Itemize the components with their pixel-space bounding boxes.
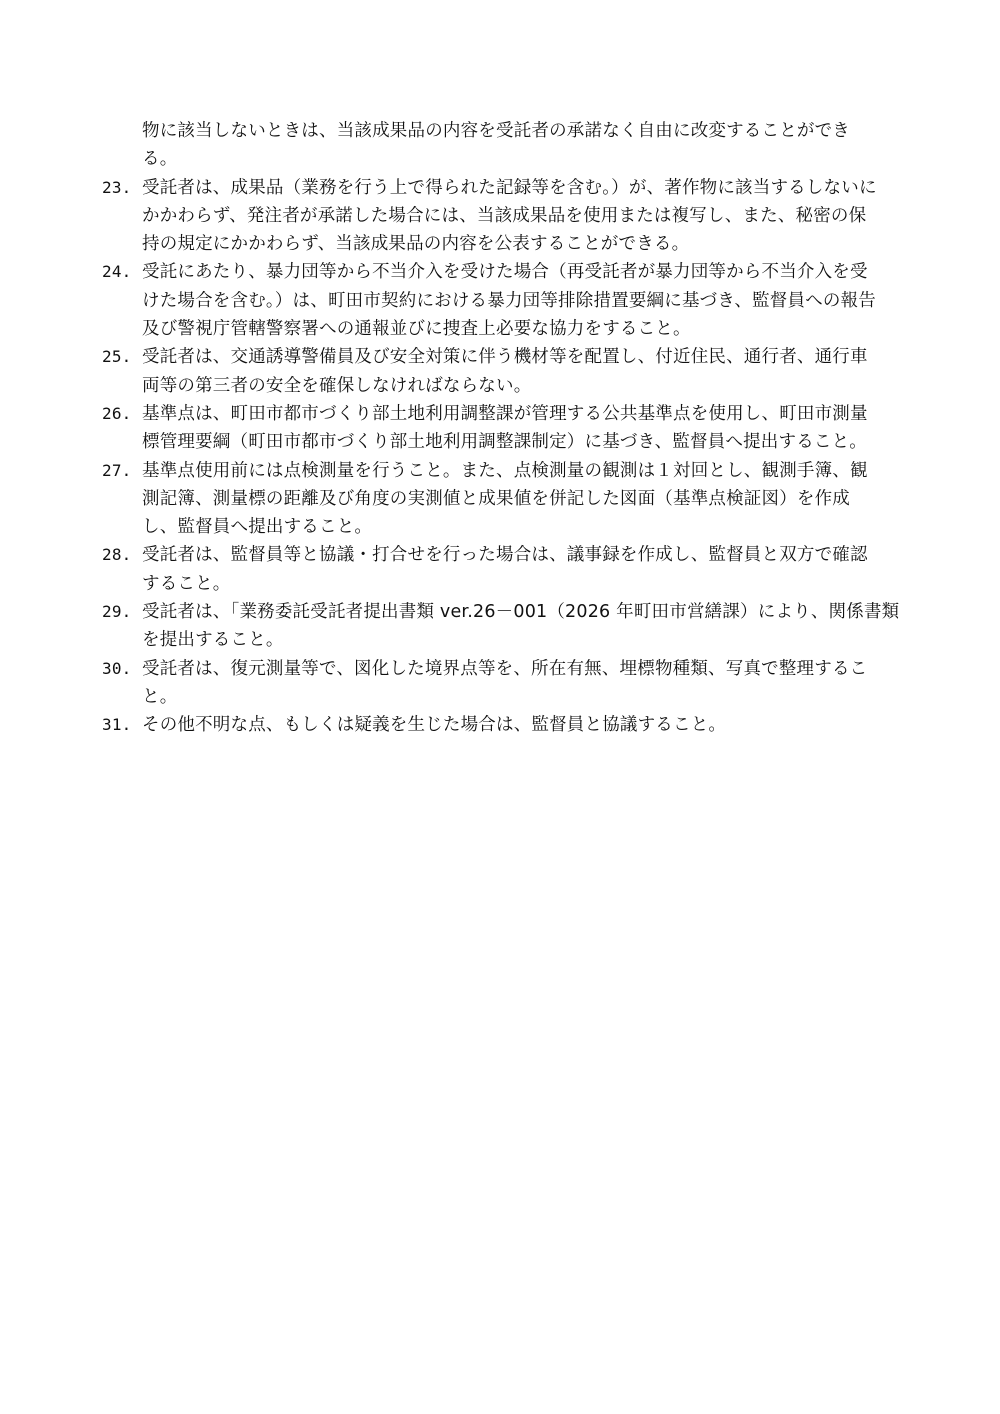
item-number: 23. bbox=[102, 177, 132, 197]
item-number: 28. bbox=[102, 545, 132, 565]
text-line: を提出すること。 bbox=[142, 630, 284, 651]
text-line: かかわらず、発注者が承諾した場合には、当該成果品を使用または複写し、また、秘密の保 bbox=[142, 205, 867, 226]
item-number: 26. bbox=[102, 403, 132, 423]
text-line: 持の規定にかかわらず、当該成果品の内容を公表することができる。 bbox=[142, 234, 690, 255]
list-item-26 bbox=[102, 400, 912, 457]
item-number: 25. bbox=[102, 347, 132, 367]
text-line: 受託者は、復元測量等で、図化した境界点等を、所在有無、埋標物種類、写真で整理するこ bbox=[142, 658, 868, 679]
text-line: 標管理要綱（町田市都市づくり部土地利用調整課制定）に基づき、監督員へ提出すること。 bbox=[142, 432, 867, 453]
list-item-30 bbox=[102, 655, 912, 712]
item-number: 31. bbox=[102, 715, 132, 735]
text-line: 受託者は、「業務委託受託者提出書類 ver.26－001（2026 年町田市営繕課）により、関係書類 bbox=[142, 602, 900, 623]
item-number: 24. bbox=[102, 262, 132, 282]
text-line: し、監督員へ提出すること。 bbox=[142, 517, 373, 538]
list-item-29 bbox=[102, 598, 912, 655]
item-number: 30. bbox=[102, 658, 132, 678]
list-item-31 bbox=[102, 711, 912, 739]
list-item-27 bbox=[102, 457, 912, 542]
text-line: 物に該当しないときは、当該成果品の内容を受託者の承諾なく自由に改変することができ bbox=[142, 121, 850, 141]
continuation-paragraph bbox=[102, 117, 912, 174]
text-line: すること。 bbox=[142, 573, 231, 594]
text-line: と。 bbox=[142, 686, 178, 707]
document-body bbox=[102, 117, 912, 740]
text-line: 基準点使用前には点検測量を行うこと。また、点検測量の観測は１対回とし、観測手簿、観 bbox=[142, 460, 868, 481]
item-number: 29. bbox=[102, 602, 132, 622]
list-item-25 bbox=[102, 343, 912, 400]
text-line: 両等の第三者の安全を確保しなければならない。 bbox=[142, 375, 532, 396]
text-line: 受託者は、交通誘導警備員及び安全対策に伴う機材等を配置し、付近住民、通行者、通行車 bbox=[142, 347, 868, 368]
list-item-24 bbox=[102, 258, 912, 343]
item-number: 27. bbox=[102, 460, 132, 480]
text-line: けた場合を含む。）は、町田市契約における暴力団等排除措置要綱に基づき、監督員への報告 bbox=[142, 290, 876, 311]
text-line: 及び警視庁管轄警察署への通報並びに捜査上必要な協力をすること。 bbox=[142, 319, 691, 340]
text-line: る。 bbox=[142, 149, 178, 170]
text-line: 基準点は、町田市都市づくり部土地利用調整課が管理する公共基準点を使用し、町田市測量 bbox=[142, 403, 868, 424]
text-line: 受託者は、成果品（業務を行う上で得られた記録等を含む。）が、著作物に該当するしないに bbox=[142, 177, 877, 198]
text-line: 測記簿、測量標の距離及び角度の実測値と成果値を併記した図面（基準点検証図）を作成 bbox=[142, 488, 850, 509]
list-item-23 bbox=[102, 174, 912, 259]
list-item-28 bbox=[102, 541, 912, 598]
text-line: 受託にあたり、暴力団等から不当介入を受けた場合（再受託者が暴力団等から不当介入を受 bbox=[142, 262, 868, 283]
text-line: 受託者は、監督員等と協議・打合せを行った場合は、議事録を作成し、監督員と双方で確認 bbox=[142, 545, 868, 566]
text-line: その他不明な点、もしくは疑義を生じた場合は、監督員と協議すること。 bbox=[142, 715, 727, 736]
